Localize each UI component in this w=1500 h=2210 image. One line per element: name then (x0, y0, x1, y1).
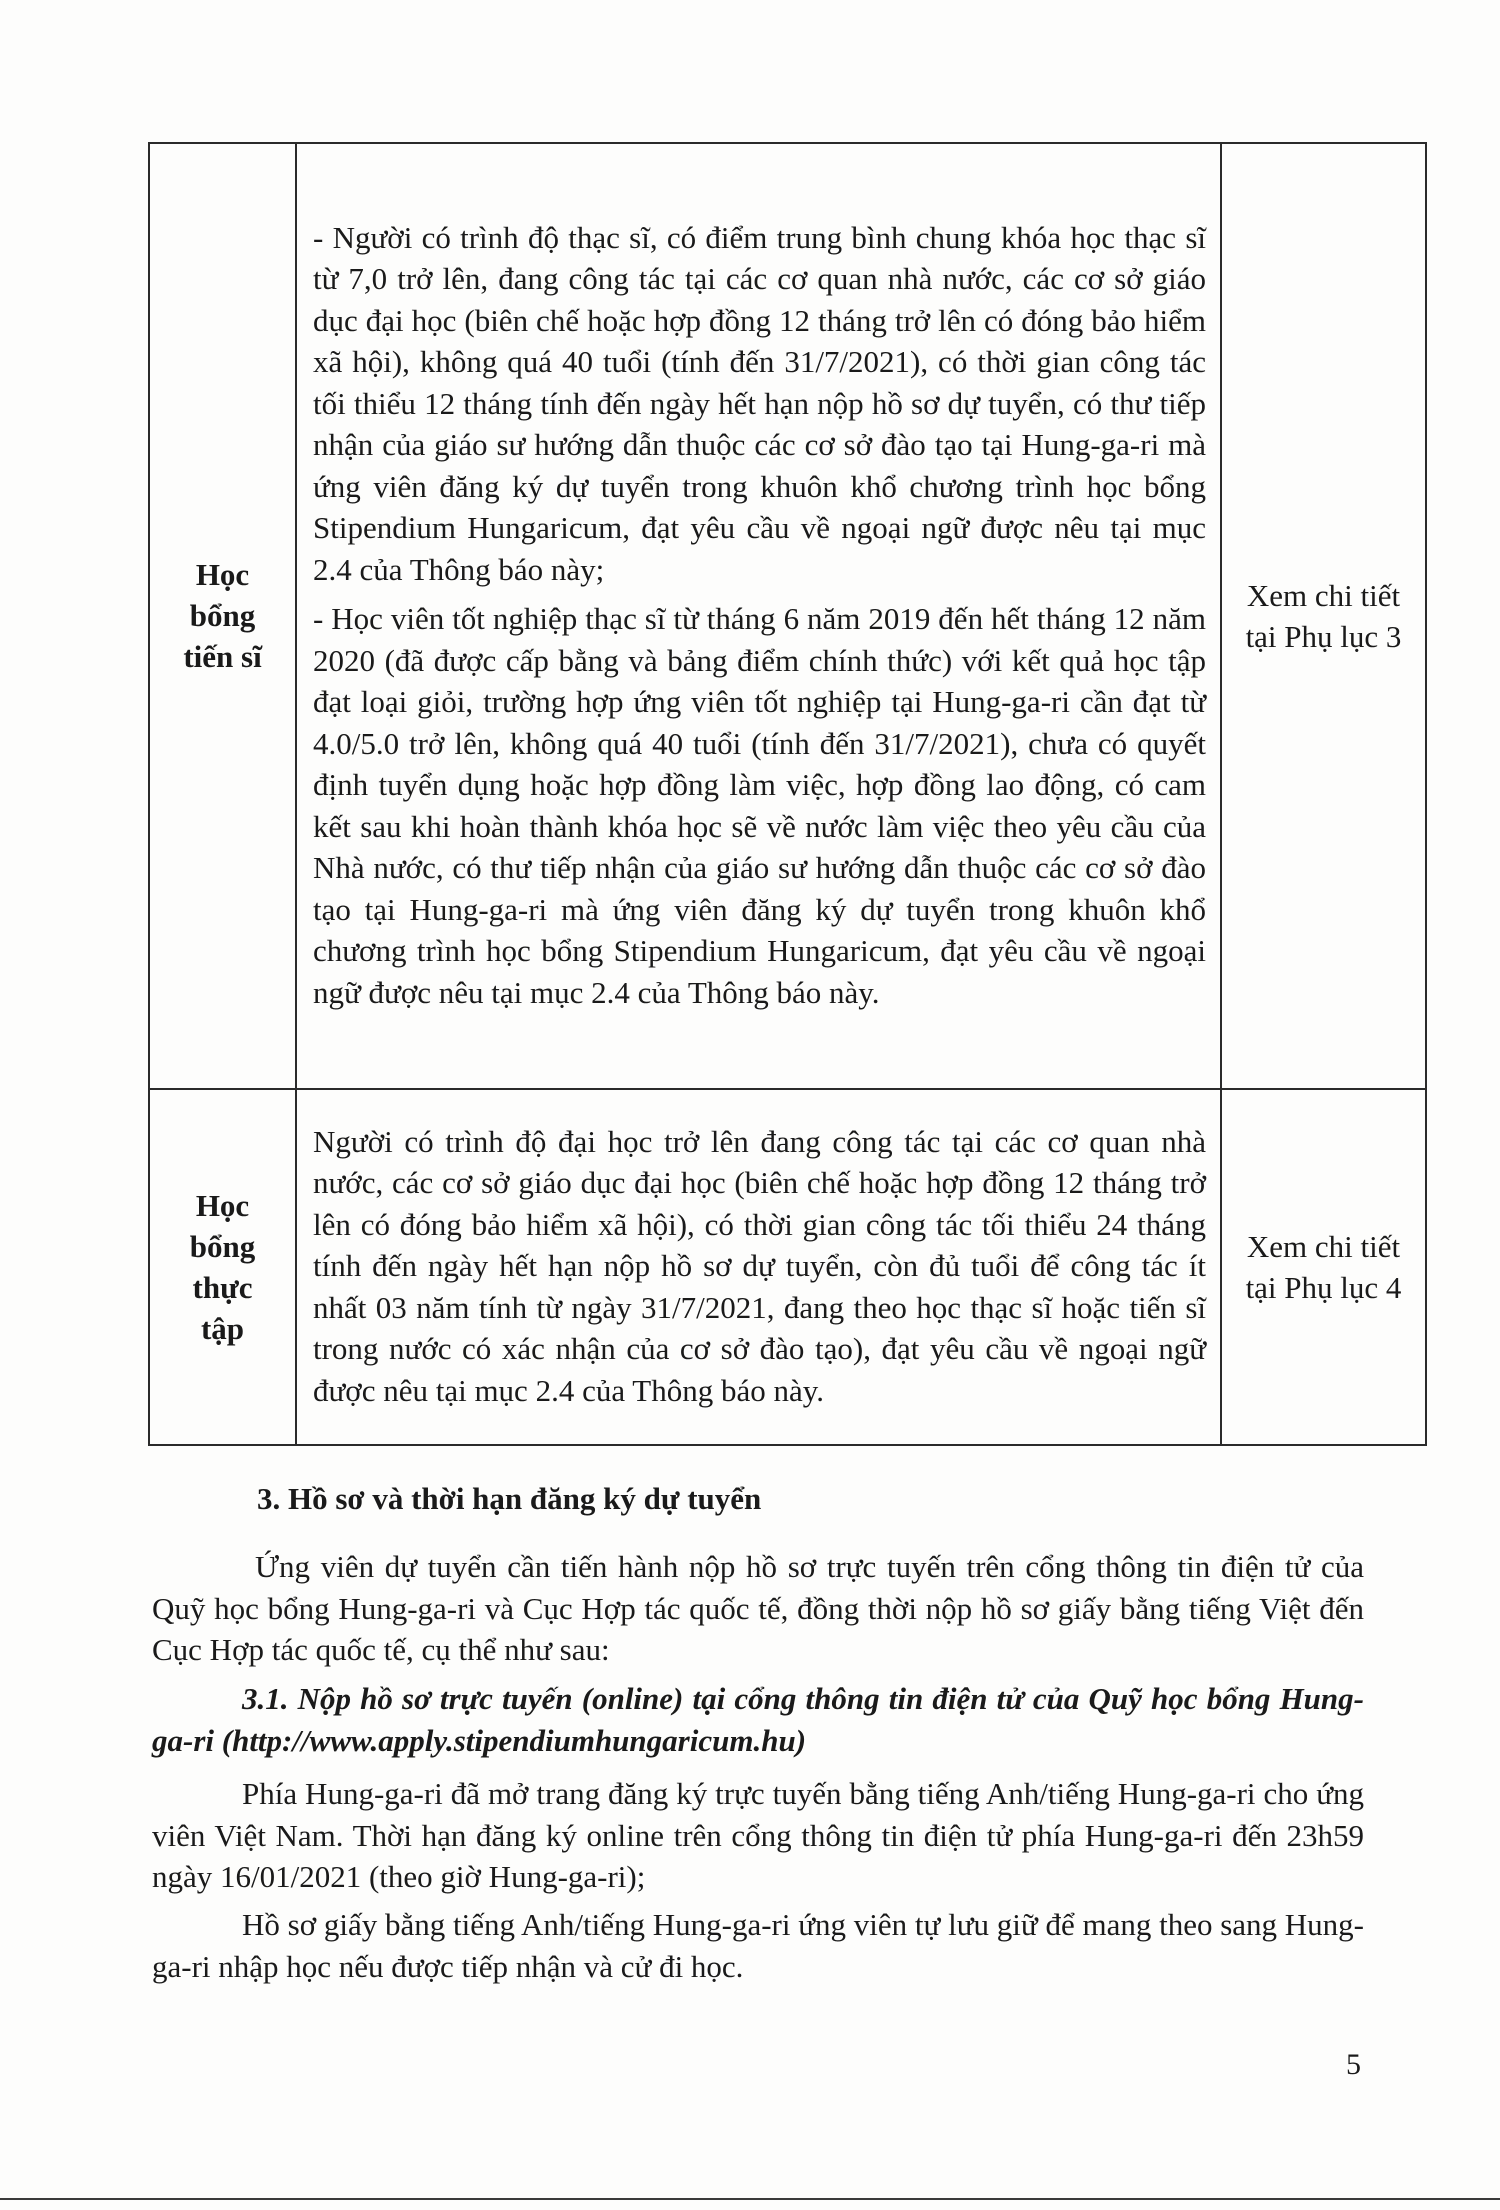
section-heading: 3. Hồ sơ và thời hạn đăng ký dự tuyển (257, 1481, 762, 1516)
eligibility-paragraph: Người có trình độ đại học trở lên đang công tác tại các cơ quan nhà nước, các cơ sở giáo dục đại học (biên chế hoặc hợp đồng 12 tháng trở lên có đóng bảo hiểm xã hội), có thời gian công tác tối thiểu 24 tháng tính đến ngày hết hạn nộp hồ sơ dự tuyển, còn đủ tuổi để công tác ít nhất 03 năm tính từ ngày 31/7/2021, đang theo học thạc sĩ hoặc tiến sĩ trong nước có xác nhận của cơ sở đào tạo), đạt yêu cầu về ngoại ngữ được nêu tại mục 2.4 của Thông báo này. (313, 1123, 1206, 1408)
eligibility-paragraph: - Người có trình độ thạc sĩ, có điểm trung bình chung khóa học thạc sĩ từ 7,0 trở lên, đang công tác tại các cơ quan nhà nước, các cơ sở giáo dục đại học (biên chế hoặc hợp đồng 12 tháng trở lên có đóng bảo hiểm xã hội), không quá 40 tuổi (tính đến 31/7/2021), có thời gian công tác tối thiểu 12 tháng tính đến ngày hết hạn nộp hồ sơ dự tuyển, có thư tiếp nhận của giáo sư hướng dẫn thuộc các cơ sở đào tạo tại Hung-ga-ri mà ứng viên đăng ký dự tuyển trong khuôn khổ chương trình học bổng Stipendium Hungaricum, đạt yêu cầu về ngoại ngữ được nêu tại mục 2.4 của Thông báo này; (313, 219, 1206, 587)
paper-documents-paragraph: Hồ sơ giấy bằng tiếng Anh/tiếng Hung-ga-ri ứng viên tự lưu giữ để mang theo sang Hung-ga-ri nhập học nếu được tiếp nhận và cử đi học. (152, 1907, 1364, 1984)
online-registration-paragraph: Phía Hung-ga-ri đã mở trang đăng ký trực tuyến bằng tiếng Anh/tiếng Hung-ga-ri cho ứng viên Việt Nam. Thời hạn đăng ký online trên cổng thông tin điện tử phía Hung-ga-ri đến 23h59 ngày 16/01/2021 (theo giờ Hung-ga-ri); (152, 1776, 1364, 1894)
subsection-heading: 3.1. Nộp hồ sơ trực tuyến (online) tại cổng thông tin điện tử của Quỹ học bổng Hung-ga-ri (http://www.apply.stipendiumhungaricum.hu) (152, 1681, 1364, 1758)
eligibility-description-cell (296, 143, 1221, 1089)
scholarship-type-cell (149, 143, 296, 1089)
table-row (149, 1089, 1426, 1445)
eligibility-paragraph: - Học viên tốt nghiệp thạc sĩ từ tháng 6 năm 2019 đến hết tháng 12 năm 2020 (đã được cấp bằng và bảng điểm chính thức) với kết quả học tập đạt loại giỏi, trường hợp ứng viên tốt nghiệp tại Hung-ga-ri cần đạt từ 4.0/5.0 trở lên, không quá 40 tuổi (tính đến 31/7/2021), chưa có quyết định tuyển dụng hoặc hợp đồng làm việc, hợp đồng lao động, có cam kết sau khi hoàn thành khóa học sẽ về nước làm việc theo yêu cầu của Nhà nước, có thư tiếp nhận của giáo sư hướng dẫn thuộc các cơ sở đào tạo tại Hung-ga-ri mà ứng viên đăng ký dự tuyển trong khuôn khổ chương trình học bổng Stipendium Hungaricum, đạt yêu cầu về ngoại ngữ được nêu tại mục 2.4 của Thông báo này. (313, 601, 1206, 1010)
appendix-reference: Xem chi tiết tại Phụ lục 4 (1245, 1228, 1402, 1305)
eligibility-description-cell (296, 1089, 1221, 1445)
scholarship-criteria-table (148, 142, 1427, 1446)
scholarship-type-label: Học bổng tiến sĩ (183, 557, 262, 675)
scholarship-type-cell (149, 1089, 296, 1445)
reference-cell (1221, 1089, 1426, 1445)
page-number: 5 (1346, 2048, 1361, 2081)
table-row (149, 143, 1426, 1089)
reference-cell (1221, 143, 1426, 1089)
appendix-reference: Xem chi tiết tại Phụ lục 3 (1245, 577, 1402, 654)
section-intro-paragraph: Ứng viên dự tuyển cần tiến hành nộp hồ sơ trực tuyến trên cổng thông tin điện tử của Quỹ học bổng Hung-ga-ri và Cục Hợp tác quốc tế, đồng thời nộp hồ sơ giấy bằng tiếng Việt đến Cục Hợp tác quốc tế, cụ thể như sau: (152, 1549, 1364, 1667)
scholarship-type-label: Học bổng thực tập (189, 1187, 256, 1346)
page-bottom-divider (0, 2198, 1500, 2200)
